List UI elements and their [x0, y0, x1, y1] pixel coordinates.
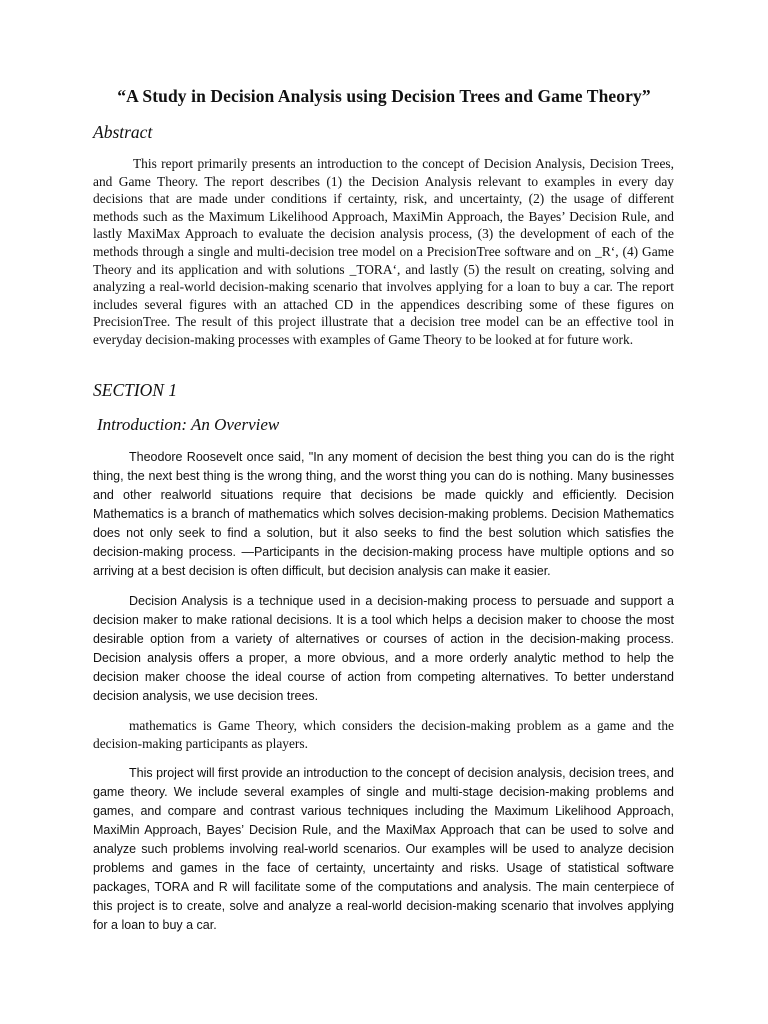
intro-heading: Introduction: An Overview [97, 415, 280, 434]
section-heading: SECTION 1 [93, 380, 178, 400]
body-paragraph: mathematics is Game Theory, which considers the decision-making problem as a game and the decision-making participants as players. [93, 718, 674, 751]
document-title: “A Study in Decision Analysis using Decision Trees and Game Theory” [117, 86, 651, 106]
abstract-heading: Abstract [93, 122, 153, 142]
body-paragraph: This project will first provide an introduction to the concept of decision analysis, decision trees, and game theory. We include several examples of single and multi-stage decision-making problems and games, and compare and contrast various techniques including the Maximum Likelihood Approach, MaxiMin Approach, Bayes’ Decision Rule, and the MaxiMax Approach that can be used to solve and analyze such problems involving real-world scenarios. Our examples will be used to analyze decision problems and games in the face of certainty, uncertainty and risks. Usage of statistical software packages, TORA and R will facilitate some of the computations and analysis. The main centerpiece of this project is to create, solve and analyze a real-world decision-making scenario that involves applying for a loan to buy a car. [93, 766, 674, 932]
body-paragraph: Decision Analysis is a technique used in a decision-making process to persuade and support a decision maker to make rational decisions. It is a tool which helps a decision maker to choose the most desirable option from a variety of alternatives or courses of action in the decision-making process. Decision analysis offers a proper, a more obvious, and a more orderly analytic method to help the decision maker choose the ideal course of action from competing alternatives. To better understand decision analysis, we use decision trees. [93, 594, 674, 703]
abstract-paragraph: This report primarily presents an introduction to the concept of Decision Analysis, Decision Trees, and Game Theory. The report describes (1) the Decision Analysis relevant to examples in every day decisions that are made under conditions if certainty, risk, and uncertainty, (2) the usage of different methods such as the Maximum Likelihood Approach, MaxiMin Approach, the Bayes’ Decision Rule, and lastly MaxiMax Approach to evaluate the decision analysis process, (3) the development of each of the methods through a single and multi-decision tree model on a PrecisionTree software and on _R‘, (4) Game Theory and its application and with solutions _TORA‘, and lastly (5) the result on creating, solving and analyzing a real-world decision-making scenario that involves applying for a loan to buy a car. The report includes several figures with an attached CD in the appendices describing some of these figures on PrecisionTree. The result of this project illustrate that a decision tree model can be an effective tool in everyday decision-making processes with examples of Game Theory to be looked at for future work. [93, 156, 674, 347]
body-paragraph: Theodore Roosevelt once said, "In any moment of decision the best thing you can do is the right thing, the next best thing is the wrong thing, and the worst thing you can do is nothing. Many businesses and other realworld situations require that decisions be made quickly and efficiently. Decision Mathematics is a branch of mathematics which solves decision-making problems. Decision Mathematics does not only seek to find a solution, but it also seeks to find the best solution which satisfies the decision-making process. —Participants in the decision-making process have multiple options and so arriving at a best decision is often difficult, but decision analysis can make it easier. [93, 450, 674, 578]
